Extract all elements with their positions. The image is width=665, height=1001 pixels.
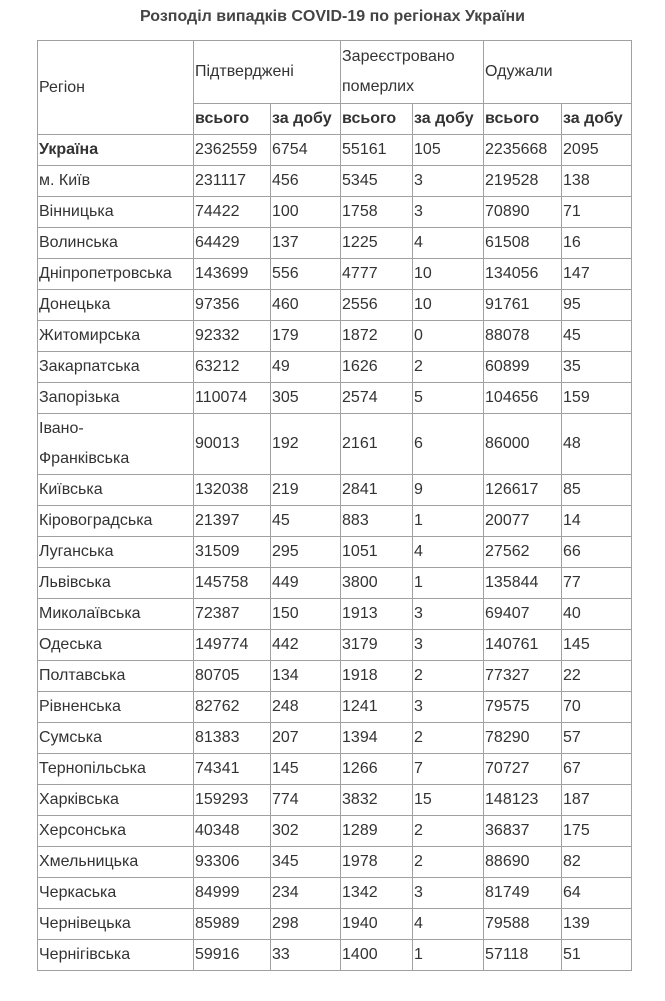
table-row	[38, 383, 632, 414]
cell-deaths-day: 3	[413, 878, 484, 909]
cell-confirmed-total: 40348	[194, 816, 271, 847]
cell-recovered-day: 57	[562, 723, 632, 754]
cell-region: Миколаївська	[38, 599, 194, 630]
cell-recovered-day: 147	[562, 259, 632, 290]
cell-confirmed-total: 31509	[194, 537, 271, 568]
cell-confirmed-total: 97356	[194, 290, 271, 321]
table-row	[38, 321, 632, 352]
cell-deaths-day: 10	[413, 259, 484, 290]
cell-deaths-total: 883	[341, 506, 413, 537]
header-confirmed: Підтверджені	[194, 41, 341, 104]
cell-region: Черкаська	[38, 878, 194, 909]
table-row	[38, 290, 632, 321]
cell-recovered-day: 85	[562, 475, 632, 506]
cell-recovered-total: 104656	[484, 383, 562, 414]
cell-deaths-day: 9	[413, 475, 484, 506]
cell-confirmed-day: 248	[271, 692, 341, 723]
cell-recovered-day: 2095	[562, 135, 632, 166]
cell-confirmed-day: 134	[271, 661, 341, 692]
cell-deaths-day: 0	[413, 321, 484, 352]
cell-deaths-day: 3	[413, 166, 484, 197]
cell-confirmed-total: 145758	[194, 568, 271, 599]
cell-deaths-day: 105	[413, 135, 484, 166]
cell-recovered-day: 95	[562, 290, 632, 321]
cell-recovered-total: 126617	[484, 475, 562, 506]
cell-deaths-day: 3	[413, 692, 484, 723]
cell-deaths-total: 2161	[341, 414, 413, 475]
cell-confirmed-total: 132038	[194, 475, 271, 506]
cell-confirmed-day: 207	[271, 723, 341, 754]
cell-recovered-day: 14	[562, 506, 632, 537]
header-confirmed-total: всього	[194, 104, 271, 135]
cell-region: Київська	[38, 475, 194, 506]
cell-confirmed-total: 64429	[194, 228, 271, 259]
cell-deaths-total: 5345	[341, 166, 413, 197]
cell-deaths-total: 3832	[341, 785, 413, 816]
table-row	[38, 599, 632, 630]
table-row	[38, 166, 632, 197]
cell-deaths-day: 3	[413, 197, 484, 228]
cell-recovered-day: 48	[562, 414, 632, 475]
table-row	[38, 506, 632, 537]
cell-confirmed-total: 74341	[194, 754, 271, 785]
cell-deaths-total: 4777	[341, 259, 413, 290]
table-body	[38, 135, 632, 971]
cell-confirmed-total: 231117	[194, 166, 271, 197]
cell-region: Вінницька	[38, 197, 194, 228]
cell-confirmed-total: 85989	[194, 909, 271, 940]
cell-deaths-total: 1289	[341, 816, 413, 847]
cell-region: Івано- Франківська	[38, 414, 194, 475]
cell-recovered-day: 159	[562, 383, 632, 414]
cell-region: Дніпропетровська	[38, 259, 194, 290]
cell-deaths-total: 1758	[341, 197, 413, 228]
cell-deaths-total: 1266	[341, 754, 413, 785]
cell-deaths-total: 1872	[341, 321, 413, 352]
cell-confirmed-day: 192	[271, 414, 341, 475]
cell-confirmed-day: 442	[271, 630, 341, 661]
cell-confirmed-total: 63212	[194, 352, 271, 383]
cell-deaths-total: 1400	[341, 940, 413, 971]
cell-confirmed-total: 143699	[194, 259, 271, 290]
cell-confirmed-total: 84999	[194, 878, 271, 909]
cell-recovered-total: 2235668	[484, 135, 562, 166]
cell-confirmed-total: 92332	[194, 321, 271, 352]
cell-deaths-day: 7	[413, 754, 484, 785]
cell-recovered-day: 51	[562, 940, 632, 971]
cell-confirmed-day: 305	[271, 383, 341, 414]
cell-confirmed-day: 137	[271, 228, 341, 259]
cell-confirmed-day: 6754	[271, 135, 341, 166]
cell-deaths-day: 15	[413, 785, 484, 816]
cell-recovered-total: 20077	[484, 506, 562, 537]
cell-recovered-total: 27562	[484, 537, 562, 568]
cell-deaths-day: 6	[413, 414, 484, 475]
cell-deaths-day: 2	[413, 723, 484, 754]
cell-recovered-day: 70	[562, 692, 632, 723]
cell-deaths-total: 1225	[341, 228, 413, 259]
table-row	[38, 259, 632, 290]
header-region: Регіон	[38, 41, 194, 135]
cell-recovered-total: 79588	[484, 909, 562, 940]
cell-deaths-day: 3	[413, 630, 484, 661]
cell-confirmed-day: 302	[271, 816, 341, 847]
cell-deaths-total: 1978	[341, 847, 413, 878]
cell-confirmed-day: 234	[271, 878, 341, 909]
cell-confirmed-day: 100	[271, 197, 341, 228]
cell-region: Закарпатська	[38, 352, 194, 383]
cell-region: Харківська	[38, 785, 194, 816]
cell-confirmed-total: 93306	[194, 847, 271, 878]
cell-confirmed-day: 295	[271, 537, 341, 568]
cell-deaths-total: 1940	[341, 909, 413, 940]
table-row	[38, 228, 632, 259]
cell-recovered-total: 77327	[484, 661, 562, 692]
cell-confirmed-day: 49	[271, 352, 341, 383]
cell-deaths-day: 4	[413, 537, 484, 568]
cell-region: Україна	[38, 135, 194, 166]
cell-region: Одеська	[38, 630, 194, 661]
cell-deaths-day: 1	[413, 940, 484, 971]
cell-confirmed-day: 774	[271, 785, 341, 816]
page-title: Розподіл випадків COVID-19 по регіонах України	[140, 8, 525, 25]
table-row	[38, 197, 632, 228]
cell-region: Полтавська	[38, 661, 194, 692]
cell-confirmed-total: 72387	[194, 599, 271, 630]
cell-recovered-total: 78290	[484, 723, 562, 754]
cell-recovered-total: 140761	[484, 630, 562, 661]
cell-recovered-total: 88078	[484, 321, 562, 352]
cell-region: Тернопільська	[38, 754, 194, 785]
cell-recovered-total: 86000	[484, 414, 562, 475]
cell-recovered-day: 64	[562, 878, 632, 909]
cell-deaths-day: 1	[413, 506, 484, 537]
cell-deaths-day: 2	[413, 816, 484, 847]
cell-confirmed-total: 80705	[194, 661, 271, 692]
cell-region: Донецька	[38, 290, 194, 321]
cell-deaths-total: 55161	[341, 135, 413, 166]
table-row	[38, 878, 632, 909]
cell-deaths-total: 1241	[341, 692, 413, 723]
cell-recovered-total: 88690	[484, 847, 562, 878]
cell-recovered-total: 91761	[484, 290, 562, 321]
cell-recovered-day: 22	[562, 661, 632, 692]
cell-confirmed-total: 149774	[194, 630, 271, 661]
header-deaths: Зареєстровано померлих	[341, 41, 484, 104]
cell-confirmed-total: 74422	[194, 197, 271, 228]
cell-confirmed-day: 345	[271, 847, 341, 878]
table-row	[38, 537, 632, 568]
cell-region: Сумська	[38, 723, 194, 754]
cell-region: Львівська	[38, 568, 194, 599]
cell-confirmed-day: 179	[271, 321, 341, 352]
cell-deaths-day: 3	[413, 599, 484, 630]
cell-recovered-total: 69407	[484, 599, 562, 630]
cell-confirmed-day: 449	[271, 568, 341, 599]
cell-recovered-day: 138	[562, 166, 632, 197]
header-deaths-total: всього	[341, 104, 413, 135]
table-row	[38, 909, 632, 940]
cell-recovered-day: 175	[562, 816, 632, 847]
cell-confirmed-total: 59916	[194, 940, 271, 971]
table-row	[38, 847, 632, 878]
header-recovered-total: всього	[484, 104, 562, 135]
cell-confirmed-total: 159293	[194, 785, 271, 816]
header-deaths-day: за добу	[413, 104, 484, 135]
cell-region: Житомирська	[38, 321, 194, 352]
cell-confirmed-day: 45	[271, 506, 341, 537]
table-row	[38, 785, 632, 816]
cell-confirmed-day: 219	[271, 475, 341, 506]
cell-recovered-total: 57118	[484, 940, 562, 971]
cell-recovered-day: 139	[562, 909, 632, 940]
cell-region: Рівненська	[38, 692, 194, 723]
cell-recovered-total: 36837	[484, 816, 562, 847]
cell-recovered-day: 40	[562, 599, 632, 630]
cell-recovered-day: 187	[562, 785, 632, 816]
table-row	[38, 754, 632, 785]
cell-region: Хмельницька	[38, 847, 194, 878]
cell-confirmed-total: 110074	[194, 383, 271, 414]
cell-deaths-total: 3800	[341, 568, 413, 599]
header-row-groups	[38, 41, 632, 104]
table-row	[38, 568, 632, 599]
table-row	[38, 630, 632, 661]
cell-deaths-total: 1913	[341, 599, 413, 630]
cell-region: Кіровоградська	[38, 506, 194, 537]
cell-recovered-total: 81749	[484, 878, 562, 909]
header-recovered: Одужали	[484, 41, 632, 104]
table-row	[38, 661, 632, 692]
cell-confirmed-day: 456	[271, 166, 341, 197]
cell-deaths-day: 1	[413, 568, 484, 599]
cell-region: Луганська	[38, 537, 194, 568]
header-confirmed-day: за добу	[271, 104, 341, 135]
cell-recovered-day: 16	[562, 228, 632, 259]
cell-confirmed-total: 2362559	[194, 135, 271, 166]
cell-confirmed-total: 90013	[194, 414, 271, 475]
table-row	[38, 692, 632, 723]
cell-recovered-day: 35	[562, 352, 632, 383]
table-row	[38, 475, 632, 506]
cell-recovered-day: 71	[562, 197, 632, 228]
cell-deaths-day: 10	[413, 290, 484, 321]
cell-region: Чернівецька	[38, 909, 194, 940]
cell-region: Херсонська	[38, 816, 194, 847]
table-row	[38, 352, 632, 383]
cell-deaths-total: 1051	[341, 537, 413, 568]
cell-confirmed-day: 33	[271, 940, 341, 971]
cell-confirmed-day: 556	[271, 259, 341, 290]
cell-recovered-total: 61508	[484, 228, 562, 259]
cell-recovered-total: 70727	[484, 754, 562, 785]
cell-deaths-day: 4	[413, 228, 484, 259]
cell-deaths-total: 1626	[341, 352, 413, 383]
cell-deaths-day: 2	[413, 847, 484, 878]
cell-recovered-day: 82	[562, 847, 632, 878]
cell-recovered-day: 45	[562, 321, 632, 352]
cell-region: Чернігівська	[38, 940, 194, 971]
cell-deaths-total: 2556	[341, 290, 413, 321]
table-header	[38, 41, 632, 135]
cell-recovered-total: 60899	[484, 352, 562, 383]
cell-deaths-day: 4	[413, 909, 484, 940]
cell-region: Запорізька	[38, 383, 194, 414]
cell-recovered-day: 67	[562, 754, 632, 785]
cell-confirmed-day: 145	[271, 754, 341, 785]
table-row	[38, 723, 632, 754]
cell-deaths-day: 5	[413, 383, 484, 414]
cell-confirmed-total: 82762	[194, 692, 271, 723]
cell-confirmed-total: 81383	[194, 723, 271, 754]
cell-deaths-total: 3179	[341, 630, 413, 661]
cell-deaths-day: 2	[413, 661, 484, 692]
cell-deaths-total: 2841	[341, 475, 413, 506]
cell-recovered-total: 70890	[484, 197, 562, 228]
cell-recovered-day: 145	[562, 630, 632, 661]
cell-recovered-total: 79575	[484, 692, 562, 723]
header-recovered-day: за добу	[562, 104, 632, 135]
cell-recovered-day: 77	[562, 568, 632, 599]
cell-deaths-total: 1342	[341, 878, 413, 909]
cell-deaths-total: 1918	[341, 661, 413, 692]
cell-recovered-total: 148123	[484, 785, 562, 816]
cell-confirmed-total: 21397	[194, 506, 271, 537]
cell-confirmed-day: 460	[271, 290, 341, 321]
cell-confirmed-day: 298	[271, 909, 341, 940]
cell-recovered-total: 135844	[484, 568, 562, 599]
cell-deaths-day: 2	[413, 352, 484, 383]
cell-region: Волинська	[38, 228, 194, 259]
cell-deaths-total: 1394	[341, 723, 413, 754]
table-row	[38, 816, 632, 847]
table-row-total	[38, 135, 632, 166]
table-row	[38, 940, 632, 971]
cell-deaths-total: 2574	[341, 383, 413, 414]
cell-recovered-day: 66	[562, 537, 632, 568]
cell-region: м. Київ	[38, 166, 194, 197]
cell-recovered-total: 219528	[484, 166, 562, 197]
table-row	[38, 414, 632, 475]
covid-regions-table	[37, 40, 632, 971]
cell-confirmed-day: 150	[271, 599, 341, 630]
cell-recovered-total: 134056	[484, 259, 562, 290]
